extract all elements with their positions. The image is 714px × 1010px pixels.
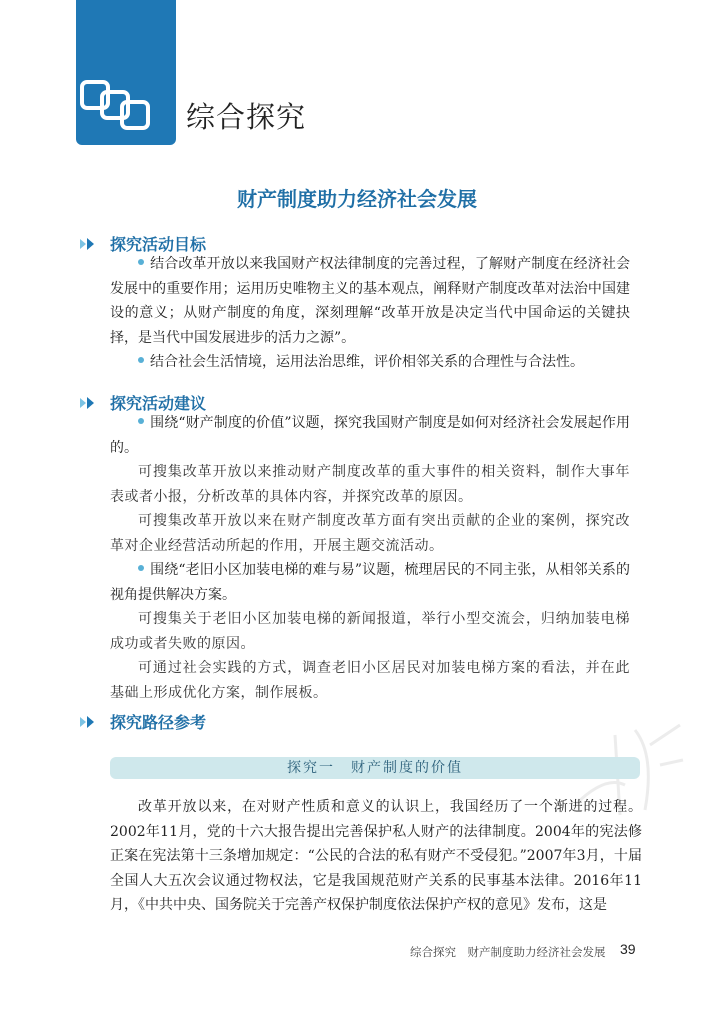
double-arrow-right-icon xyxy=(80,237,102,251)
body-text xyxy=(110,795,642,918)
paragraph: 可搜集关于老旧小区加装电梯的新闻报道，举行小型交流会，归纳加装电梯成功或者失败的原因。 xyxy=(110,611,630,652)
bullet-icon xyxy=(138,418,144,424)
page-number: 39 xyxy=(620,941,636,957)
section-heading-text: 探究活动建议 xyxy=(110,394,207,413)
bullet-icon xyxy=(138,565,144,571)
running-footer: 综合探究 财产制度助力经济社会发展 xyxy=(410,945,606,959)
paragraph: 结合社会生活情境，运用法治思维，评价相邻关系的合理性与合法性。 xyxy=(110,350,630,375)
bullet-icon xyxy=(138,259,144,265)
section-heading-text: 探究活动目标 xyxy=(110,235,207,254)
section-heading-path xyxy=(80,710,206,733)
paragraph: 围绕“财产制度的价值”议题，探究我国财产制度是如何对经济社会发展起作用的。 xyxy=(110,415,630,456)
bullet-icon xyxy=(138,357,144,363)
chapter-title: 综合探究 xyxy=(186,100,307,134)
paragraph: 围绕“老旧小区加装电梯的难与易”议题，梳理居民的不同主张，从相邻关系的视角提供解决方案。 xyxy=(110,562,630,603)
paragraph: 可搜集改革开放以来推动财产制度改革的重大事件的相关资料，制作大事年表或者小报，分析改革的具体内容，并探究改革的原因。 xyxy=(110,464,630,505)
paragraph: 可通过社会实践的方式，调查老旧小区居民对加装电梯方案的看法，并在此基础上形成优化方案，制作展板。 xyxy=(110,660,630,701)
inquiry-band-title: 探究一 财产制度的价值 xyxy=(110,757,640,779)
section-heading-text: 探究路径参考 xyxy=(110,713,207,732)
double-arrow-right-icon xyxy=(80,715,102,729)
paragraph: 结合改革开放以来我国财产权法律制度的完善过程，了解财产制度在经济社会发展中的重要作用；运用历史唯物主义的基本观点，阐释财产制度改革对法治中国建设的意义；从财产制度的角度，深刻理解“改革开放是决定当代中国命运的关键抉择，是当代中国发展进步的活力之源”。 xyxy=(110,256,630,346)
linked-squares-icon xyxy=(80,80,160,135)
page-title: 财产制度助力经济社会发展 xyxy=(237,187,477,211)
suggestions-content xyxy=(110,411,630,705)
double-arrow-right-icon xyxy=(80,396,102,410)
goals-content xyxy=(110,252,630,375)
paragraph: 改革开放以来，在对财产性质和意义的认识上，我国经历了一个渐进的过程。2002年11月，党的十六大报告提出完善保护私人财产的法律制度。2004年的宪法修正案在宪法第十三条增加规定：“公民的合法的私有财产不受侵犯。”2007年3月，十届全国人大五次会议通过物权法，它是我国规范财产关系的民事基本法律。2016年11月，《中共中央、国务院关于完善产权保护制度依法保护产权的意见》发布，这是 xyxy=(110,799,642,913)
paragraph: 可搜集改革开放以来在财产制度改革方面有突出贡献的企业的案例，探究改革对企业经营活动所起的作用，开展主题交流活动。 xyxy=(110,513,630,554)
